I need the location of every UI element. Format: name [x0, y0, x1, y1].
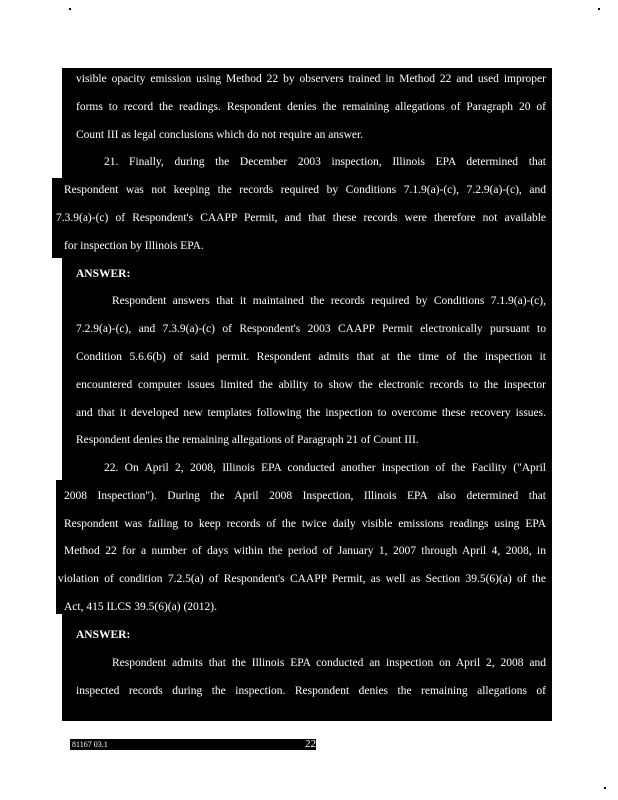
body-line: Condition 5.6.6(b) of said permit. Respondent admits that at the time of the inspection it [76, 351, 546, 363]
body-line: violation of condition 7.2.5(a) of Respondent's CAAPP Permit, as well as Section 39.5(6)(a) of the [58, 573, 546, 585]
answer-heading: ANSWER: [76, 629, 131, 641]
body-line: and that it developed new templates following the inspection to overcome these recovery issues. [76, 407, 546, 419]
body-line: 7.3.9(a)-(c) of Respondent's CAAPP Permit, and that these records were therefore not available [56, 212, 546, 224]
body-line: 7.2.9(a)-(c), and 7.3.9(a)-(c) of Respondent's 2003 CAAPP Permit electronically pursuant to [76, 323, 546, 335]
body-line: 2008 Inspection"). During the April 2008 Inspection, Illinois EPA also determined that [64, 490, 546, 502]
scan-speck [598, 8, 600, 10]
text-block-extension [56, 480, 64, 614]
body-line: encountered computer issues limited the ability to show the electronic records to the inspector [76, 379, 546, 391]
body-line: Act, 415 ILCS 39.5(6)(a) (2012). [64, 601, 217, 613]
body-line: forms to record the readings. Respondent denies the remaining allegations of Paragraph 20 of [76, 101, 546, 113]
scan-speck [69, 8, 71, 10]
body-line: for inspection by Illinois EPA. [64, 240, 204, 252]
body-line: inspected records during the inspection. Respondent denies the remaining allegations of [76, 685, 546, 697]
paragraph-21-first-line: 21. Finally, during the December 2003 inspection, Illinois EPA determined that [104, 156, 546, 168]
answer-heading: ANSWER: [76, 268, 131, 280]
scan-speck [604, 787, 606, 789]
body-line: Respondent was not keeping the records required by Conditions 7.1.9(a)-(c), 7.2.9(a)-(c), and [64, 184, 546, 196]
body-line: visible opacity emission using Method 22 by observers trained in Method 22 and used improper [76, 73, 546, 85]
page-number: 22 [305, 738, 316, 750]
answer-first-line: Respondent admits that the Illinois EPA conducted an inspection on April 2, 2008 and [112, 657, 546, 669]
footer-document-id: 81167 03.1 [72, 740, 108, 749]
body-line: Respondent denies the remaining allegations of Paragraph 21 of Count III. [76, 434, 419, 446]
body-line: Respondent was failing to keep records of the twice daily visible emissions readings using EPA [64, 518, 546, 530]
answer-first-line: Respondent answers that it maintained the records required by Conditions 7.1.9(a)-(c), [112, 295, 546, 307]
body-line: Method 22 for a number of days within the period of January 1, 2007 through April 4, 2008, in [64, 545, 546, 557]
paragraph-22-first-line: 22. On April 2, 2008, Illinois EPA conducted another inspection of the Facility ("April [104, 462, 546, 474]
body-line: Count III as legal conclusions which do not require an answer. [76, 129, 364, 141]
